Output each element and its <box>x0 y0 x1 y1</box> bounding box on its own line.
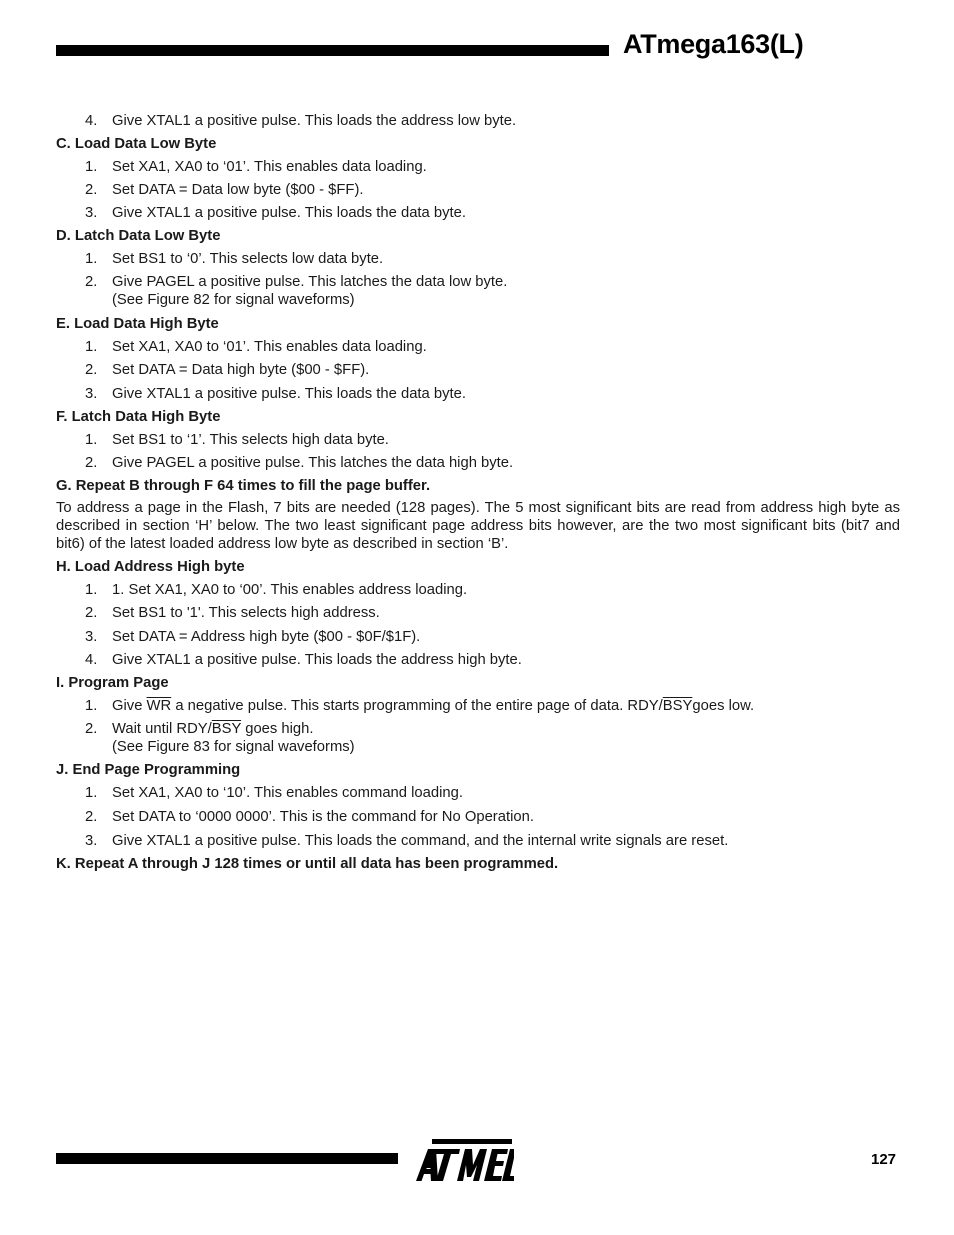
text-run: goes low. <box>692 698 755 714</box>
list-item-number: 2. <box>85 182 98 198</box>
section-heading: D. Latch Data Low Byte <box>56 228 221 244</box>
text-run: Set XA1, XA0 to ‘01’. This enables data loading. <box>112 339 427 355</box>
text-run: a negative pulse. This starts programming of the entire page of data. RDY/ <box>171 698 663 714</box>
list-item-text <box>112 628 900 646</box>
list-item-text <box>112 832 900 850</box>
section-heading: C. Load Data Low Byte <box>56 136 217 152</box>
list-item <box>56 581 900 599</box>
section-heading: F. Latch Data High Byte <box>56 409 221 425</box>
text-run: Give XTAL1 a positive pulse. This loads the data byte. <box>112 205 466 221</box>
section-heading: H. Load Address High byte <box>56 559 245 575</box>
list-item-number: 4. <box>85 113 98 129</box>
list-item-number: 2. <box>85 274 98 290</box>
list-item <box>56 250 900 268</box>
list-item-number: 1. <box>85 432 98 448</box>
list-item <box>56 720 900 756</box>
list-item <box>56 651 900 669</box>
list-item <box>56 784 900 802</box>
page-number: 127 <box>871 1151 897 1168</box>
overlined-signal: $\overline{BSY}$ <box>662 698 693 714</box>
text-run: Give PAGEL a positive pulse. This latches the data low byte. <box>112 274 508 290</box>
section-heading: E. Load Data High Byte <box>56 316 219 332</box>
list-item-text <box>112 338 900 356</box>
list-item-text <box>112 112 900 130</box>
section-heading: G. Repeat B through F 64 times to fill the page buffer. <box>56 478 431 494</box>
text-run: Set DATA = Data high byte ($00 - $FF). <box>112 362 370 378</box>
list-item-text <box>112 385 900 403</box>
list-item-text <box>112 181 900 199</box>
text-run: Give XTAL1 a positive pulse. This loads the address high byte. <box>112 652 522 668</box>
header-rule <box>56 45 609 56</box>
list-item-number: 3. <box>85 833 98 849</box>
list-item-text <box>112 808 900 826</box>
list-item <box>56 273 900 309</box>
text-run: Set BS1 to ‘1’. This selects high data byte. <box>112 432 389 448</box>
list-item <box>56 361 900 379</box>
text-run: (See Figure 83 for signal waveforms) <box>112 739 355 755</box>
list-item-number: 2. <box>85 362 98 378</box>
paragraph: To address a page in the Flash, 7 bits are needed (128 pages). The 5 most significant bits are read from address high byte as described in section ‘H’ below. The two least significant page address bits however, are the two most significant bits (bit7 and bit6) of the latest loaded address low byte as described in section ‘B’. <box>56 500 900 552</box>
text-run: Set DATA = Address high byte ($00 - $0F/$1F). <box>112 629 421 645</box>
list-item-text <box>112 581 900 599</box>
list-item <box>56 832 900 850</box>
footer-rule <box>56 1153 398 1164</box>
list-item <box>56 628 900 646</box>
section-heading: K. Repeat A through J 128 times or until all data has been programmed. <box>56 856 559 872</box>
list-item-number: 4. <box>85 652 98 668</box>
atmel-logo <box>412 1137 514 1185</box>
list-item-number: 2. <box>85 455 98 471</box>
list-item <box>56 112 900 130</box>
section-heading: J. End Page Programming <box>56 762 241 778</box>
text-run: (See Figure 82 for signal waveforms) <box>112 292 355 308</box>
list-item-text <box>112 454 900 472</box>
list-item <box>56 385 900 403</box>
list-item-number: 1. <box>85 159 98 175</box>
text-run: Give <box>112 698 147 714</box>
list-item-text <box>112 651 900 669</box>
text-run: Set XA1, XA0 to ‘01’. This enables data loading. <box>112 159 427 175</box>
list-item-number: 2. <box>85 721 98 737</box>
text-run: Give XTAL1 a positive pulse. This loads the address low byte. <box>112 113 517 129</box>
text-run: Set XA1, XA0 to ‘10’. This enables command loading. <box>112 785 463 801</box>
list-item <box>56 338 900 356</box>
list-item-number: 3. <box>85 386 98 402</box>
list-item-text <box>112 784 900 802</box>
text-run: Set BS1 to ‘0’. This selects low data byte. <box>112 251 384 267</box>
text-run: Wait until RDY/ <box>112 721 212 737</box>
list-item-text <box>112 158 900 176</box>
list-item <box>56 204 900 222</box>
text-run: Give XTAL1 a positive pulse. This loads the command, and the internal write signals are reset. <box>112 833 729 849</box>
list-item-number: 1. <box>85 582 98 598</box>
list-item <box>56 158 900 176</box>
list-item-number: 1. <box>85 785 98 801</box>
text-run: Give XTAL1 a positive pulse. This loads the data byte. <box>112 386 466 402</box>
text-run: goes high. <box>241 721 314 737</box>
list-item-text <box>112 738 900 756</box>
text-run: 1. Set XA1, XA0 to ‘00’. This enables address loading. <box>112 582 468 598</box>
list-item-number: 2. <box>85 809 98 825</box>
list-item-text <box>112 204 900 222</box>
list-item-number: 2. <box>85 605 98 621</box>
list-item <box>56 181 900 199</box>
list-item <box>56 431 900 449</box>
list-item <box>56 604 900 622</box>
list-item-text <box>112 604 900 622</box>
page-title: ATmega163(L) <box>623 29 804 59</box>
text-run: Set DATA to ‘0000 0000’. This is the command for No Operation. <box>112 809 534 825</box>
list-item-text <box>112 250 900 268</box>
text-run: Give PAGEL a positive pulse. This latches the data high byte. <box>112 455 514 471</box>
list-item-number: 1. <box>85 251 98 267</box>
list-item <box>56 697 900 715</box>
list-item <box>56 454 900 472</box>
list-item-text <box>112 697 900 715</box>
overlined-signal: $\overline{WR}$ <box>146 698 172 714</box>
text-run: Set BS1 to '1'. This selects high address. <box>112 605 380 621</box>
list-item-number: 1. <box>85 698 98 714</box>
list-item-number: 3. <box>85 205 98 221</box>
list-item-text <box>112 431 900 449</box>
list-item-text <box>112 361 900 379</box>
list-item-number: 1. <box>85 339 98 355</box>
list-item-text <box>112 273 900 291</box>
section-heading: I. Program Page <box>56 675 169 691</box>
document-body <box>56 107 900 873</box>
list-item <box>56 808 900 826</box>
text-run: Set DATA = Data low byte ($00 - $FF). <box>112 182 364 198</box>
list-item-text <box>112 720 900 738</box>
overlined-signal: $\overline{BSY}$ <box>211 721 242 737</box>
list-item-number: 3. <box>85 629 98 645</box>
list-item-text <box>112 291 900 309</box>
